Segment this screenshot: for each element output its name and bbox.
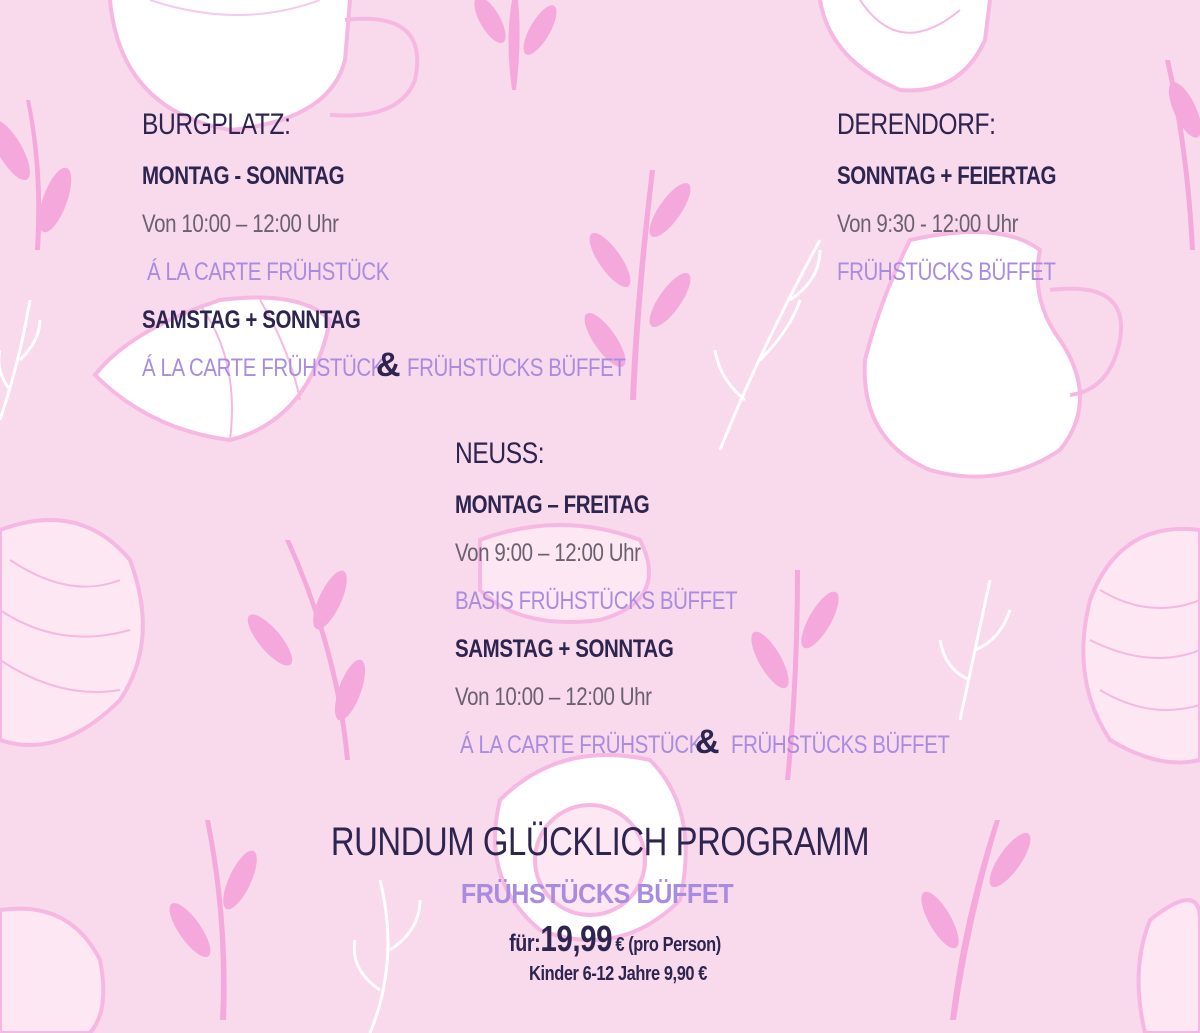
neuss-title: NEUSS: xyxy=(455,437,545,470)
program-subtitle: FRÜHSTÜCKS BÜFFET xyxy=(460,878,734,909)
neuss-time-weekend: Von 10:00 – 12:00 Uhr xyxy=(455,683,652,711)
price-suffix: € (pro Person) xyxy=(615,934,721,956)
neuss-ampersand: & xyxy=(695,723,720,761)
burgplatz-days-weekdays: MONTAG - SONNTAG xyxy=(142,162,345,190)
burgplatz-time: Von 10:00 – 12:00 Uhr xyxy=(142,210,339,238)
program-kids-price: Kinder 6-12 Jahre 9,90 € xyxy=(529,963,707,985)
derendorf-title: DERENDORF: xyxy=(837,108,996,141)
neuss-offer-a-la-carte-weekend: Á LA CARTE FRÜHSTÜCK xyxy=(460,731,703,759)
price-prefix: für: xyxy=(509,930,541,957)
yarn-illustration xyxy=(1139,900,1200,1033)
burgplatz-days-weekend: SAMSTAG + SONNTAG xyxy=(142,306,361,334)
program-price-line xyxy=(111,918,1120,960)
neuss-offer-buffet-weekend: FRÜHSTÜCKS BÜFFET xyxy=(731,731,950,759)
burgplatz-title: BURGPLATZ: xyxy=(142,108,291,141)
burgplatz-ampersand: & xyxy=(376,346,401,384)
neuss-time-weekdays: Von 9:00 – 12:00 Uhr xyxy=(455,539,641,567)
derendorf-days: SONNTAG + FEIERTAG xyxy=(837,162,1057,190)
price-value: 19,99 xyxy=(540,918,613,959)
derendorf-offer-buffet: FRÜHSTÜCKS BÜFFET xyxy=(837,258,1056,286)
burgplatz-offer-buffet-weekend: FRÜHSTÜCKS BÜFFET xyxy=(407,354,626,382)
program-title: RUNDUM GLÜCKLICH PROGRAMM xyxy=(330,820,870,864)
derendorf-time: Von 9:30 - 12:00 Uhr xyxy=(837,210,1018,238)
burgplatz-offer-a-la-carte-weekend: Á LA CARTE FRÜHSTÜCK xyxy=(142,354,385,382)
burgplatz-offer-a-la-carte: Á LA CARTE FRÜHSTÜCK xyxy=(147,258,390,286)
croissant-illustration xyxy=(820,0,990,90)
neuss-days-weekend: SAMSTAG + SONNTAG xyxy=(455,635,674,663)
neuss-offer-basis-buffet: BASIS FRÜHSTÜCKS BÜFFET xyxy=(455,587,738,615)
neuss-days-weekdays: MONTAG – FREITAG xyxy=(455,491,650,519)
